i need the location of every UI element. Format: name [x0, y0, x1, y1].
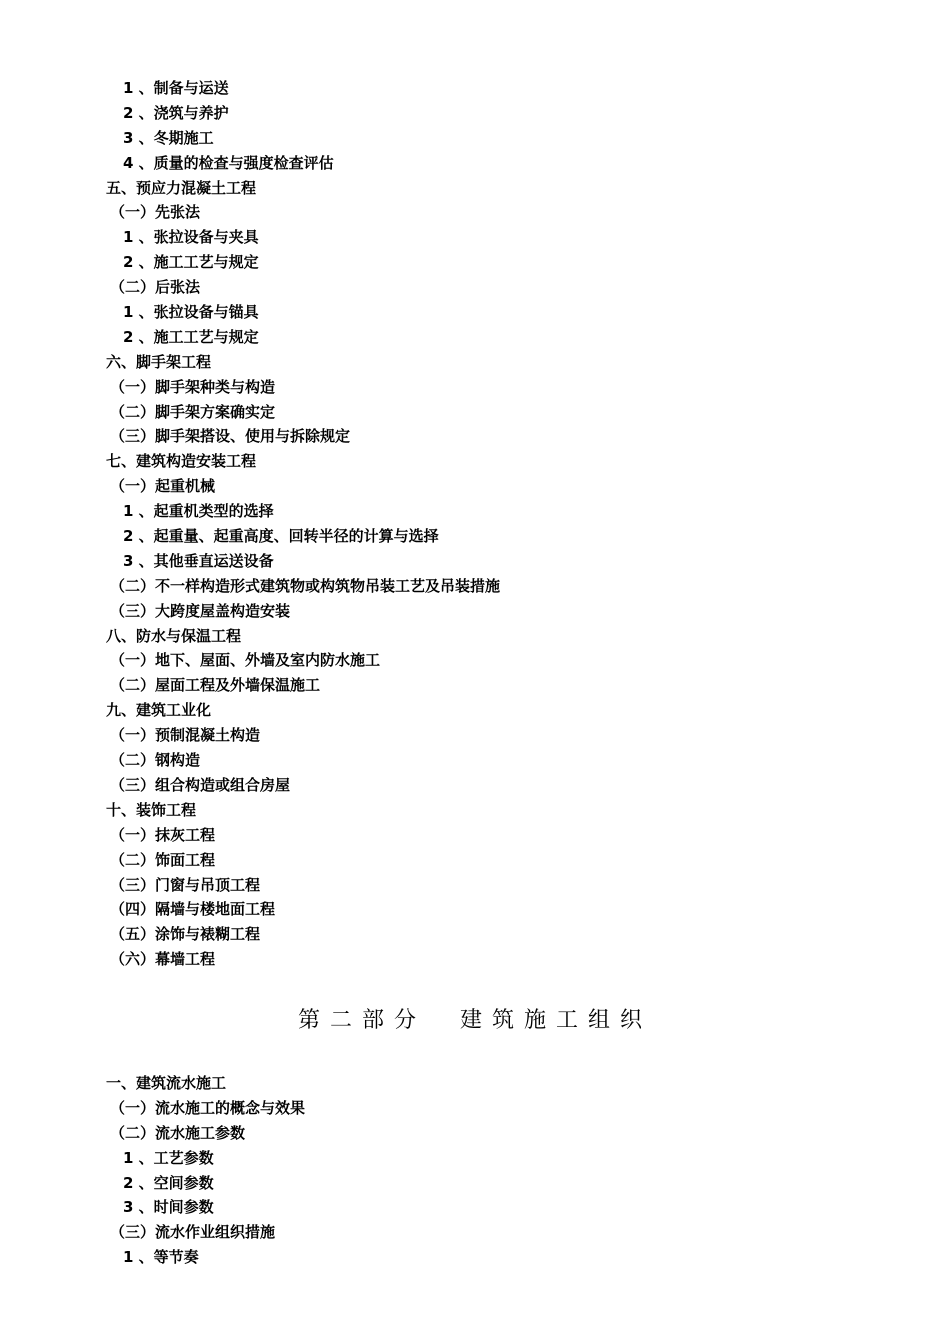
outline-section-1: [0, 76, 950, 972]
outline-subheading: （二）饰面工程: [110, 850, 216, 869]
outline-section-2: [0, 1071, 950, 1270]
outline-item: 4 、质量的检查与强度检查评估: [123, 153, 334, 172]
part-title: 第二部分 建筑施工组织: [298, 1008, 652, 1033]
outline-subheading: （二）不一样构造形式建筑物或构筑物吊装工艺及吊装措施: [110, 576, 501, 595]
outline-subheading: （五）涂饰与裱糊工程: [110, 925, 261, 944]
outline-item: 2 、空间参数: [123, 1173, 214, 1192]
outline-subheading: （一）流水施工的概念与效果: [110, 1098, 306, 1117]
outline-item: 2 、浇筑与养护: [123, 103, 229, 122]
outline-item: 1 、张拉设备与锚具: [123, 303, 259, 322]
outline-subheading: （三）流水作业组织措施: [110, 1223, 276, 1242]
outline-heading: 九、建筑工业化: [106, 701, 212, 720]
outline-subheading: （二）钢构造: [110, 751, 201, 770]
outline-item: 1 、等节奏: [123, 1248, 199, 1267]
outline-heading: 八、防水与保温工程: [106, 626, 242, 645]
outline-item: 1 、张拉设备与夹具: [123, 228, 259, 247]
outline-subheading: （二）后张法: [110, 278, 201, 297]
outline-heading: 五、预应力混凝土工程: [106, 178, 257, 197]
outline-subheading: （二）流水施工参数: [110, 1123, 246, 1142]
outline-subheading: （三）组合构造或组合房屋: [110, 775, 291, 794]
outline-item: 3 、时间参数: [123, 1198, 214, 1217]
outline-subheading: （一）起重机械: [110, 477, 216, 496]
outline-subheading: （一）脚手架种类与构造: [110, 377, 276, 396]
outline-subheading: （二）屋面工程及外墙保温施工: [110, 676, 321, 695]
outline-subheading: （二）脚手架方案确实定: [110, 402, 276, 421]
outline-item: 2 、施工工艺与规定: [123, 327, 259, 346]
outline-subheading: （三）脚手架搭设、使用与拆除规定: [110, 427, 351, 446]
outline-heading: 七、建筑构造安装工程: [106, 452, 257, 471]
outline-subheading: （六）幕墙工程: [110, 950, 216, 969]
outline-item: 2 、起重量、起重高度、回转半径的计算与选择: [123, 527, 439, 546]
outline-subheading: （三）大跨度屋盖构造安装: [110, 601, 291, 620]
outline-item: 3 、冬期施工: [123, 128, 214, 147]
outline-subheading: （一）预制混凝土构造: [110, 726, 261, 745]
outline-subheading: （三）门窗与吊顶工程: [110, 875, 261, 894]
outline-subheading: （一）抹灰工程: [110, 825, 216, 844]
outline-heading: 十、装饰工程: [106, 800, 197, 819]
outline-item: 1 、制备与运送: [123, 79, 229, 97]
outline-item: 1 、起重机类型的选择: [123, 502, 274, 521]
outline-item: 2 、施工工艺与规定: [123, 253, 259, 272]
outline-subheading: （一）地下、屋面、外墙及室内防水施工: [110, 651, 381, 670]
outline-subheading: （四）隔墙与楼地面工程: [110, 900, 276, 919]
outline-item: 1 、工艺参数: [123, 1148, 214, 1167]
outline-subheading: （一）先张法: [110, 203, 201, 222]
outline-item: 3 、其他垂直运送设备: [123, 551, 274, 570]
outline-heading: 一、建筑流水施工: [106, 1074, 227, 1092]
outline-heading: 六、脚手架工程: [106, 352, 212, 371]
